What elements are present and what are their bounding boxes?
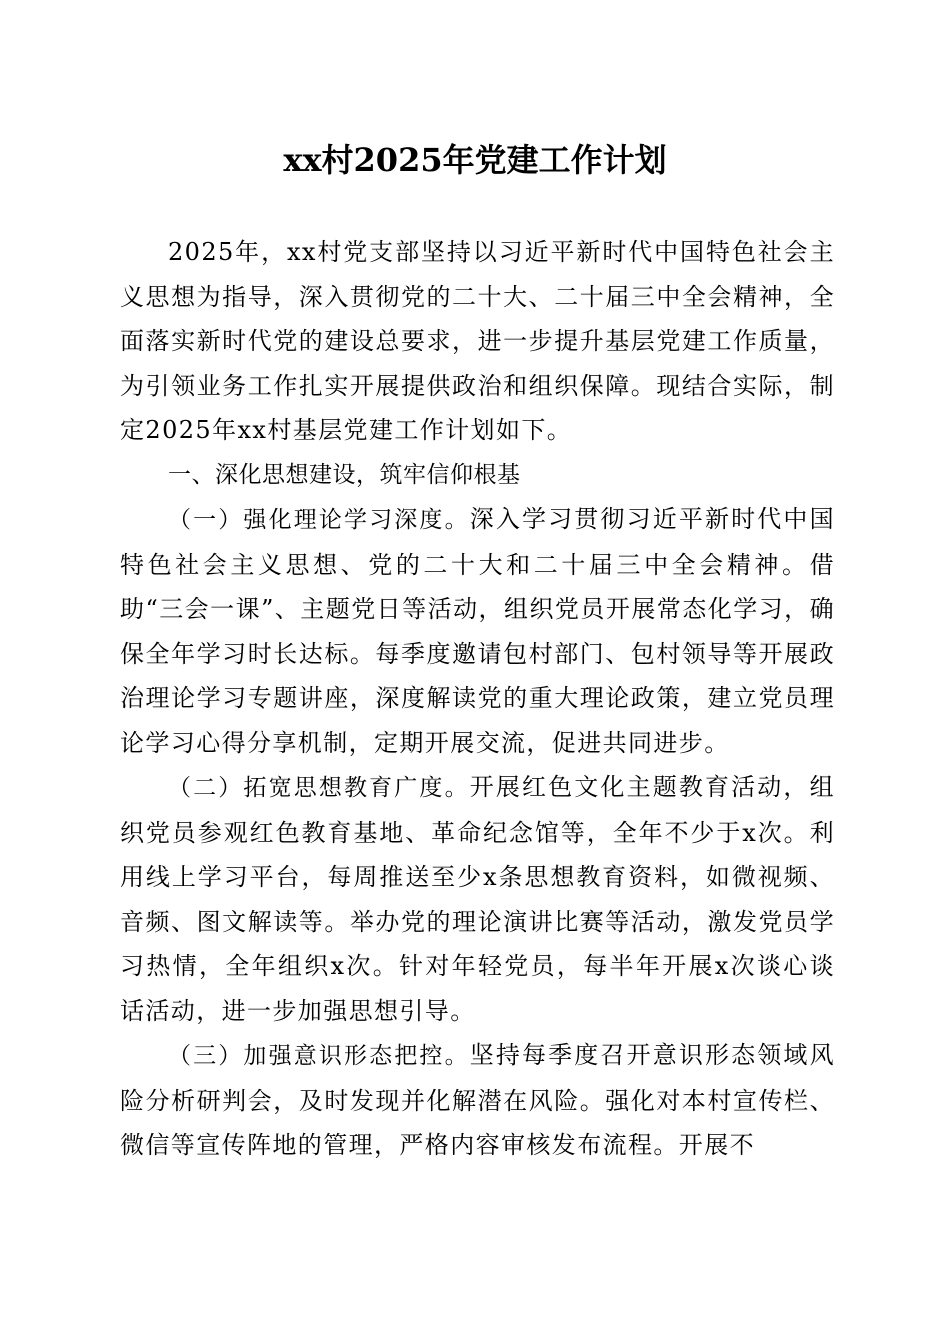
item-1-text: 深入学习贯彻习近平新时代中国特色社会主义思想、党的二十大和二十届三中全会精神。借助“三会一课”、主题党日等活动，组织党员开展常态化学习，确保全年学习时长达标。每季度邀请包村部门、包村领导等开展政治理论学习专题讲座，深度解读党的重大理论政策，建立党员理论学习心得分享机制，定期开展交流，促进共同进步。 xyxy=(120,505,835,757)
item-3-lead: （三）加强意识形态把控。 xyxy=(168,1043,470,1069)
item-2-text: 开展红色文化主题教育活动，组织党员参观红色教育基地、革命纪念馆等，全年不少于x次。利用线上学习平台，每周推送至少x条思想教育资料，如微视频、音频、图文解读等。举办党的理论演讲比赛等活动，激发党员学习热情，全年组织x次。针对年轻党员，每半年开展x次谈心谈话活动，进一步加强思想引导。 xyxy=(120,773,835,1025)
section1-item-1 xyxy=(120,497,835,765)
document-body xyxy=(120,230,835,1168)
section-heading-1: 一、深化思想建设，筑牢信仰根基 xyxy=(168,461,521,488)
item-3-text: 坚持每季度召开意识形态领域风险分析研判会，及时发现并化解潜在风险。强化对本村宣传栏、微信等宣传阵地的管理，严格内容审核发布流程。开展不 xyxy=(120,1041,835,1159)
intro-paragraph: 2025年，xx村党支部坚持以习近平新时代中国特色社会主义思想为指导，深入贯彻党的二十大、二十届三中全会精神，全面落实新时代党的建设总要求，进一步提升基层党建工作质量，为引领业务工作扎实开展提供政治和组织保障。现结合实际，制定2025年xx村基层党建工作计划如下。 xyxy=(120,238,835,444)
section1-item-2 xyxy=(120,765,835,1033)
document-title: xx村2025年党建工作计划 xyxy=(283,141,667,179)
item-2-lead: （二）拓宽思想教育广度。 xyxy=(168,775,470,801)
section1-item-3 xyxy=(120,1033,835,1168)
item-1-lead: （一）强化理论学习深度。 xyxy=(168,507,470,533)
